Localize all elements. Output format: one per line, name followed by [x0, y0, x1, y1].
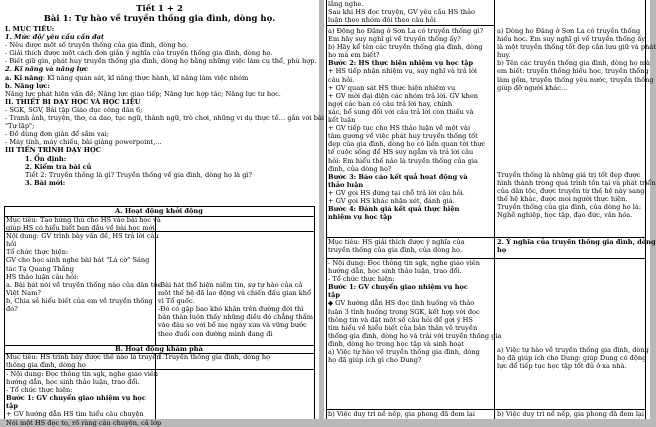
text-line: họ đã giúp ích gì cho Dung? — [328, 356, 422, 365]
text-line: - Tổ chức thực hiện: — [6, 386, 73, 395]
text-line: hình thành trong quá trình tồn tại và phát triển — [497, 179, 656, 188]
text-line: - Tranh ảnh, truyện, thơ, ca dao, tục ngữ, thành ngữ, trò chơi, những vi dụ thực tế… gắn với bài — [5, 114, 324, 123]
step-heading: Bước 1: GV chuyển giao nhiệm vụ học — [328, 283, 468, 292]
activity-b-result-cell — [158, 353, 313, 361]
text-line: + GV hướng dẫn HS tìm hiểu câu chuyện — [6, 410, 144, 419]
text-line: em biết: truyền thống hiếu học, truyền thống — [497, 67, 649, 76]
text-line: + HS tiếp nhận nhiệm vụ, suy nghĩ và trả lời — [328, 67, 478, 76]
text-line: luận 3 tình huống trong SGK, kết hợp với đọc — [328, 307, 480, 316]
text-line: Truyền thống của gia đình, của dòng họ là: — [497, 203, 642, 212]
text-line: - Giải thích được một cách đơn giản ý nghĩa của truyền thống gia đình, dòng họ. — [5, 49, 273, 58]
text-line: thống gia đình, dòng họ và trải với truyền thống gia — [328, 331, 502, 340]
text-line: hướng dẫn, học sinh thảo luận, trao đổi. — [6, 378, 140, 387]
discovery-steps-cell — [328, 27, 493, 221]
activity-b-heading: B. Hoạt động khám phá — [115, 345, 203, 353]
text-line: lực để tiếp tục học tập tốt đủ ở xa nhà. — [497, 362, 627, 371]
step-heading: tập — [328, 291, 340, 300]
activity-a-heading: A. Hoạt động khởi động — [115, 207, 203, 215]
text-line: luận theo nhóm đôi theo câu hỏi — [328, 16, 436, 25]
text-line: bản thân luôn thấy những điều đó chẳng thấm — [158, 313, 314, 322]
text-line: theo đuổi con đường mình đang đi — [158, 329, 273, 338]
text-line: - Tổ chức thực hiện: — [328, 275, 395, 284]
text-line: tâm gương về việc phát huy truyền thống tốt — [328, 132, 478, 141]
text-line: Truyền thống là những giá trị tốt đẹp được — [497, 171, 641, 179]
text-line: b) Tên các truyền thống gia đình, dòng họ mà — [497, 59, 650, 68]
text-line: thông tin và đặt một số câu hỏi để gợi ý HS — [328, 315, 473, 324]
text-line: a) Động họ Đặng ở Sơn La có truyền thống gì? — [328, 27, 484, 35]
step-heading: 2. Kiểm tra bài cũ — [25, 162, 92, 171]
step-heading: thảo luận — [328, 180, 364, 189]
text-line: hướng dẫn, học sinh thảo luận, trao đổi. — [328, 267, 462, 276]
step-heading: Bước 4: Đánh giá kết quả thực hiện — [328, 205, 460, 214]
text-line: hỏi — [6, 240, 17, 249]
text-line: Em hãy suy nghĩ gì về truyền thống ấy? — [328, 35, 461, 44]
step-heading: tập — [6, 402, 18, 411]
text-line: Mục tiêu: Tạo hứng thú cho HS vào bài học và — [6, 216, 161, 224]
lesson-title: Bài 1: Tự hào về truyền thống gia đình, dòng họ. — [43, 14, 276, 24]
text-line: một thế hệ đã lao động và chiến đấu gian khổ — [158, 289, 312, 298]
text-line: của dân tộc, được truyền từ thế hệ này sang — [497, 187, 645, 196]
text-line: huy. — [497, 51, 511, 60]
text-line: câu hỏi. — [328, 75, 355, 84]
text-line: là một truyền thống tốt đẹp cần lưu giữ và phát — [497, 43, 656, 52]
text-line: tế cuộc sống để HS suy ngẫm và trả lời câu — [328, 148, 474, 157]
section-heading: II. THIẾT BỊ DẠY HỌC VÀ HỌC LIỆU — [5, 97, 141, 106]
significance-question-b: b) Việc duy trì nề nếp, gia phong đã đem lại — [328, 410, 475, 418]
text-line: đẹp của gia đình, dòng họ có liên quan tới thực — [328, 140, 486, 149]
document-page-1 — [0, 0, 324, 427]
lesson-period-title: Tiết 1 + 2 — [136, 4, 183, 14]
text-line: đình, dòng họ trong học tập và sinh hoạt — [328, 339, 464, 348]
text-line: GV cho học sinh nghe bài hát "Lá cờ" Sáng — [6, 256, 150, 265]
text-line: b, Chia sẻ hiểu biết của em về truyền thống — [6, 296, 153, 305]
text-line: - Đồ dùng đơn giản để sắm vai; — [5, 130, 109, 139]
step-heading: 1. Ổn định: — [25, 154, 67, 163]
text-line: vì Tổ quốc. — [158, 297, 195, 306]
table-border — [494, 0, 495, 419]
sub-heading: 2. Kĩ năng và năng lực — [5, 65, 88, 74]
text-line: thế hệ khác, được mọi người thực hiện. — [497, 195, 628, 204]
text-line: Sau khi HS đọc truyện, GV yêu cầu HS thảo — [328, 8, 476, 17]
text-line: họ — [497, 246, 507, 255]
document-page-2 — [324, 0, 656, 419]
activity-a-left-cell — [6, 216, 162, 314]
activity-a-right-cell — [158, 281, 313, 338]
text-line: giúp HS có hiểu biết ban đầu về bài học mới. — [6, 224, 157, 233]
text-line: Việt Nam? — [6, 288, 41, 297]
tradition-definition-cell — [497, 171, 656, 220]
section-heading: III TIẾN TRÌNH DẠY HỌC — [5, 146, 101, 155]
section-heading: I. MỤC TIÊU: — [5, 25, 55, 33]
step-heading: 3. Bài mới: — [25, 178, 66, 187]
text-line: - SGK, SGV, Bài tập Giáo dục công dân 6; — [5, 105, 143, 114]
text-line — [5, 74, 317, 82]
text-line: 2. Ý nghĩa của truyền thống gia đình, dòng — [497, 238, 656, 246]
text-line: -Đó có gặp bao khó khăn trên đường đời thì — [158, 305, 304, 314]
text-line: Mục tiêu: HS giải thích được ý nghĩa của — [328, 238, 465, 246]
table-border — [4, 206, 5, 419]
text: : Kĩ năng quan sát, kĩ năng thực hành, kĩ năng làm việc nhóm — [42, 73, 249, 82]
text-line: Năng lực phát hiện vấn đề; Năng lực giao tiếp; Năng lực hợp tác; Năng lực tư học. — [5, 89, 281, 98]
text-line: "Tự lập"; — [5, 122, 35, 131]
text-line: hỏi: Em hiểu thế nào là truyền thống của gia — [328, 156, 478, 165]
text-line: đó? — [6, 305, 18, 314]
step-heading: Bước 2: HS thực hiện nhiệm vụ học tập — [328, 59, 474, 68]
text-line: + GV quan sát HS thực hiện nhiệm vụ — [328, 83, 456, 92]
text-line: kết luận — [328, 116, 356, 125]
discovery-answer-cell — [497, 27, 656, 92]
text-line: Nghề nghiệp, học tập, đạo đức, văn hóa. — [497, 211, 633, 220]
significance-heading-cell — [497, 238, 656, 255]
text-line: a) Dòng họ Đặng ở Sơn La có truyền thống — [497, 27, 641, 35]
text-line: - Nêu được một số truyền thống của gia đình, dòng họ. — [5, 41, 189, 50]
table-border — [326, 25, 494, 26]
text-line: + GV tiếp tục cho HS thảo luận về một vài — [328, 124, 471, 133]
text-line: Nội dung: GV trình bày vấn đề, HS trả lời câu — [6, 232, 159, 241]
table-border — [314, 206, 315, 419]
text-line: họ đã giúp ích cho Dung: giúp Dung có động — [497, 354, 647, 363]
text-line: đình, của dòng họ? — [328, 164, 392, 173]
text-line: họ mà em biết? — [328, 51, 380, 60]
text-line: a) Việc tự hào về truyền thống gia đình, dòng — [328, 348, 480, 357]
text-line: vào đâu so với bố mẹ ngày xưa và vững bước — [158, 321, 307, 330]
text-line: làm gốm, truyền thống yêu nước, truyền thống — [497, 75, 654, 84]
text-line: thống gia đình, dòng họ — [6, 361, 86, 370]
text-line: Tổ chức thực hiện: — [6, 248, 69, 257]
label: a. Kĩ năng — [5, 73, 43, 82]
text-line: giúp đỡ người khác… — [497, 83, 568, 92]
text-line: + GV mời đại diện các nhóm trả lời. GV khen — [328, 91, 479, 100]
text-line: HS thảo luận câu hỏi: — [6, 272, 79, 281]
text-line: a) Việc tự hào về truyền thống gia đình, dòng — [497, 346, 649, 354]
significance-answer-b: b) Việc duy trì nề nếp, gia phong đã đem lại — [497, 410, 644, 418]
significance-task-cell — [328, 259, 502, 365]
text-line: Nói một HS đọc to, rõ ràng câu chuyện, cả lớp — [6, 418, 162, 427]
text-line: tác Tạ Quang Thắng — [6, 264, 74, 273]
sub-heading: b. Năng lực: — [5, 81, 50, 90]
significance-objective-cell — [328, 238, 493, 254]
text-line: - Nội dung: Đọc thông tin sgk, nghe giáo viên — [6, 370, 158, 378]
text-line: ngợi các bạn có câu trả lời hay, chính — [328, 99, 453, 108]
text-line: Mục tiêu: HS trình bày được thế nào là truyền — [6, 353, 161, 361]
text-line: ◆ GV hướng dẫn HS đọc tình huống và thảo — [328, 299, 475, 308]
sub-heading: 1. Mức độ/ yêu cầu cần đạt — [5, 33, 105, 42]
activity-b-content-cell — [6, 370, 162, 427]
step-heading: Bước 3: Báo cáo kết quả hoạt động và — [328, 172, 468, 181]
step-heading: nhiệm vụ học tập — [328, 213, 392, 222]
significance-answer-cell — [497, 346, 649, 371]
objectives-section — [5, 25, 324, 187]
text-line: - Máy tính, máy chiếu, bài giảng powerpoint,… — [5, 138, 162, 147]
table-border — [155, 353, 156, 419]
text-line: xác, bổ sung đối với câu trả lời còn thiếu và — [328, 107, 474, 116]
text-line: - Nội dung: Đọc thông tin sgk, nghe giáo viên — [328, 259, 480, 267]
step-heading: Bước 1: GV chuyển giao nhiệm vụ học — [6, 394, 146, 403]
text-line: -Bài hát thể hiện niềm tin, sự tự hào của cả — [158, 281, 303, 289]
text-line: + GV gọi HS khác nhận xét, đánh giá. — [328, 196, 455, 205]
text-line: + GV gọi HS đứng tại chỗ trả lời câu hỏi. — [328, 188, 465, 197]
text-line: b) Hãy kể tên các truyền thống gia đình, dòng — [328, 43, 483, 52]
text-line: truyền thống của gia đình, của dòng họ. — [328, 246, 463, 255]
text-line: tìm hiểu về hiểu biết của bản thân về truyền — [328, 323, 478, 332]
text-line: a. Bài hát nói về truyền thống nào của dân tộc — [6, 280, 162, 289]
discovery-task-cell — [328, 0, 493, 24]
table-border — [326, 0, 327, 419]
activity-b-objective-cell — [6, 353, 161, 370]
text-line: Tiết 2: Truyền thống là gì? Truyền thống về gia đình, dòng họ là gì? — [25, 170, 253, 179]
text-line: 1.Truyền thống gia đình, dòng họ — [158, 353, 271, 361]
text-line: - Biết giữ gìn, phát huy truyền thống gia đình, dòng họ bằng những việc làm cụ thể, phù hợp. — [5, 57, 317, 66]
text-line: lắng nghe. — [328, 0, 364, 8]
text-line: hiếu học. Em suy nghĩ gì về truyền thống ấy — [497, 35, 646, 44]
